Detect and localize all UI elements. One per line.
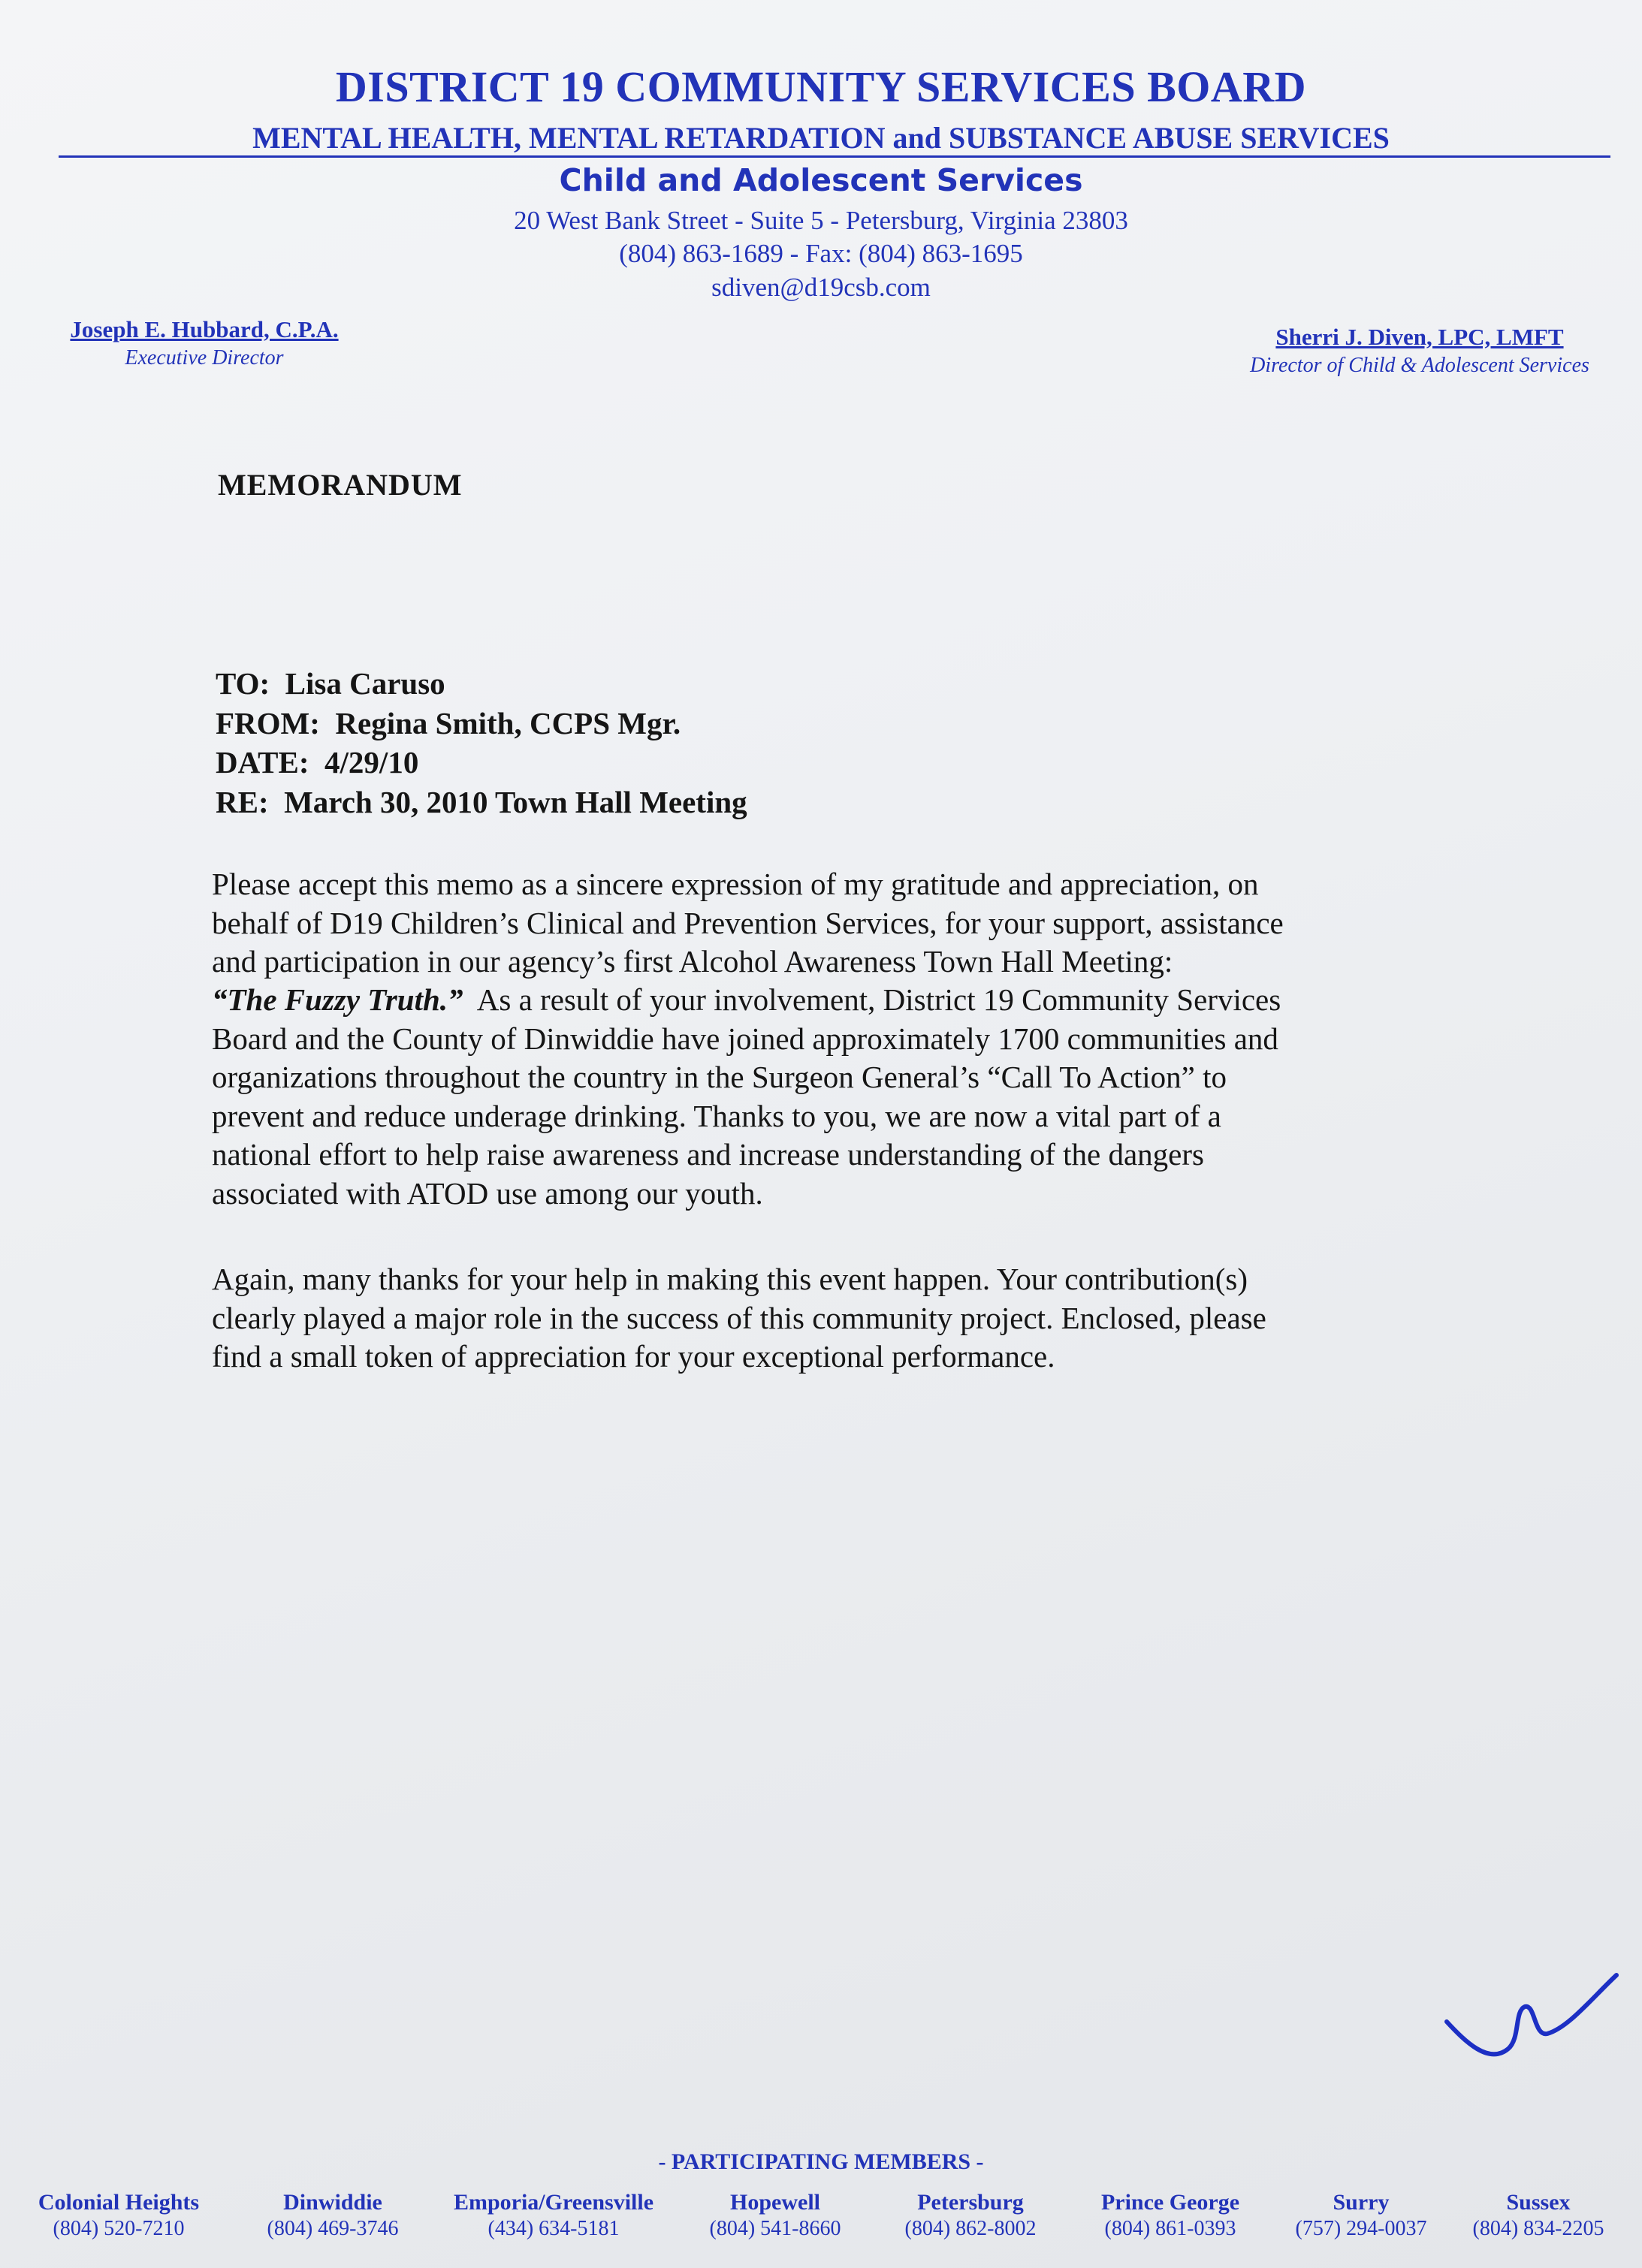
organization-name: DISTRICT 19 COMMUNITY SERVICES BOARD — [335, 62, 1307, 111]
address-line: 20 West Bank Street - Suite 5 - Petersburg, Virginia 23803 — [514, 206, 1128, 235]
member-name: Hopewell — [730, 2190, 820, 2215]
member-name: Surry — [1333, 2190, 1390, 2215]
memo-to-line — [216, 665, 445, 701]
memo-from-label: FROM: — [216, 706, 320, 740]
phone-fax-line: (804) 863-1689 - Fax: (804) 863-1695 — [619, 239, 1023, 268]
memo-re-line — [216, 784, 747, 820]
member-name: Petersburg — [917, 2190, 1024, 2215]
memo-date-line — [216, 744, 418, 780]
member-name: Dinwiddie — [283, 2190, 382, 2215]
memo-from-line — [216, 705, 681, 741]
organization-services: MENTAL HEALTH, MENTAL RETARDATION and SUBSTANCE ABUSE SERVICES — [252, 121, 1390, 155]
member-surry — [1260, 2190, 1462, 2241]
division-name: Child and Adolescent Services — [559, 162, 1083, 198]
member-dinwiddie — [231, 2190, 434, 2241]
member-sussex — [1437, 2190, 1640, 2241]
member-prince-george — [1069, 2190, 1272, 2241]
division-director-title: Director of Child & Adolescent Services — [1250, 354, 1589, 377]
member-phone: (804) 541-8660 — [709, 2217, 841, 2240]
member-petersburg — [869, 2190, 1072, 2241]
body-line: Again, many thanks for your help in making this event happen. Your contribution(s) — [212, 1262, 1248, 1296]
member-emporia-greensville — [452, 2190, 655, 2241]
body-line: prevent and reduce underage drinking. Thanks to you, we are now a vital part of a — [212, 1099, 1221, 1133]
event-title: “The Fuzzy Truth.” — [212, 982, 463, 1017]
body-line — [212, 982, 1281, 1018]
body-line-rest: As a result of your involvement, District 19 Community Services — [476, 982, 1281, 1017]
memo-to-value: Lisa Caruso — [285, 666, 445, 701]
executive-director-block — [54, 316, 355, 370]
division-director-block — [1224, 324, 1615, 378]
body-line: organizations throughout the country in the Surgeon General’s “Call To Action” to — [212, 1060, 1227, 1094]
body-line: associated with ATOD use among our youth. — [212, 1176, 763, 1211]
member-phone: (804) 469-3746 — [267, 2217, 399, 2240]
memo-heading: MEMORANDUM — [218, 468, 463, 502]
member-name: Prince George — [1100, 2190, 1240, 2215]
body-line: find a small token of appreciation for your exceptional performance. — [212, 1339, 1055, 1374]
member-phone: (804) 520-7210 — [53, 2217, 185, 2240]
memo-date-value: 4/29/10 — [324, 745, 419, 780]
email-line: sdiven@d19csb.com — [711, 273, 931, 302]
signature-mark — [1442, 1953, 1622, 2065]
executive-director-name: Joseph E. Hubbard, C.P.A. — [70, 316, 339, 342]
member-name: Emporia/Greensville — [453, 2190, 654, 2215]
memo-re-label: RE: — [216, 785, 269, 819]
member-phone: (434) 634-5181 — [487, 2217, 620, 2240]
memo-from-value: Regina Smith, CCPS Mgr. — [335, 706, 681, 740]
member-colonial-heights — [17, 2190, 220, 2241]
member-hopewell — [674, 2190, 877, 2241]
body-line: clearly played a major role in the success of this community project. Enclosed, please — [212, 1301, 1266, 1335]
memo-re-value: March 30, 2010 Town Hall Meeting — [284, 785, 747, 819]
participating-members-title: - PARTICIPATING MEMBERS - — [658, 2149, 984, 2174]
member-phone: (804) 862-8002 — [904, 2217, 1037, 2240]
executive-director-title: Executive Director — [125, 346, 284, 369]
member-phone: (757) 294-0037 — [1295, 2217, 1427, 2240]
body-line: Board and the County of Dinwiddie have joined approximately 1700 communities and — [212, 1021, 1278, 1056]
member-name: Sussex — [1506, 2190, 1571, 2215]
memo-date-label: DATE: — [216, 745, 309, 780]
body-line: national effort to help raise awareness and increase understanding of the dangers — [212, 1137, 1204, 1172]
body-line: Please accept this memo as a sincere expression of my gratitude and appreciation, on — [212, 867, 1259, 901]
header-divider — [59, 155, 1610, 158]
division-director-name: Sherri J. Diven, LPC, LMFT — [1275, 324, 1564, 350]
member-phone: (804) 861-0393 — [1104, 2217, 1236, 2240]
body-line: and participation in our agency’s first Alcohol Awareness Town Hall Meeting: — [212, 944, 1173, 979]
body-line: behalf of D19 Children’s Clinical and Prevention Services, for your support, assistance — [212, 906, 1284, 940]
member-name: Colonial Heights — [38, 2190, 200, 2215]
member-phone: (804) 834-2205 — [1472, 2217, 1604, 2240]
memo-to-label: TO: — [216, 666, 270, 701]
